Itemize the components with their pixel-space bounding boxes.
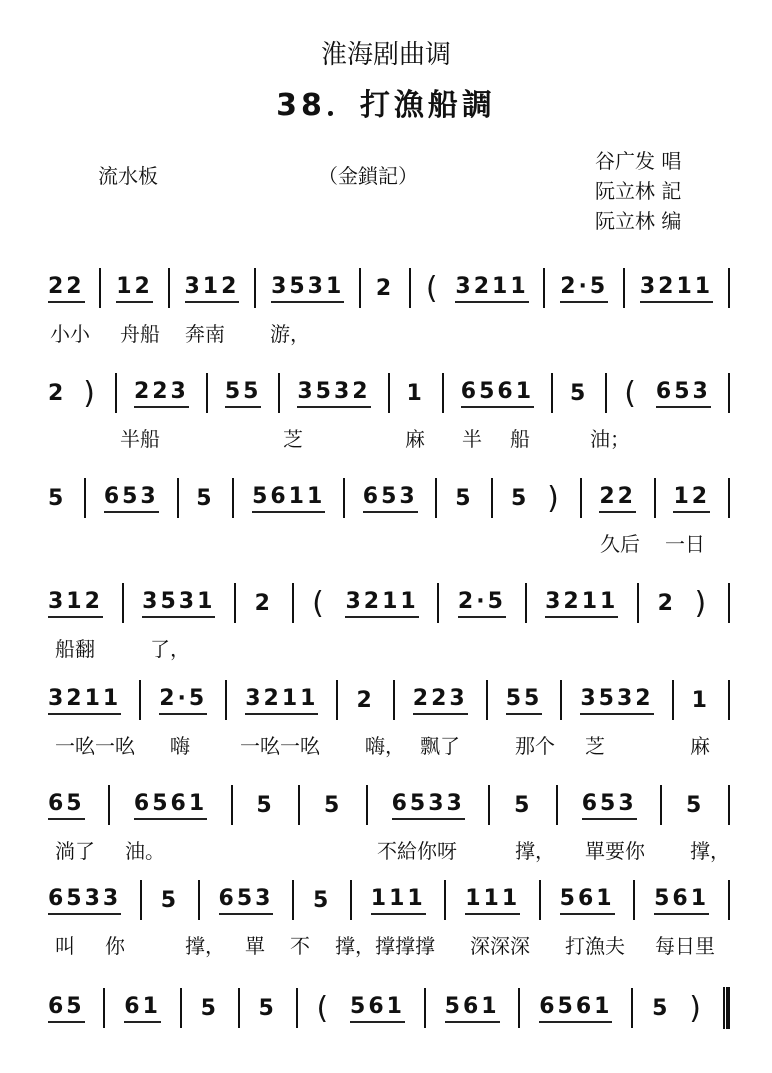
note-group: 5 xyxy=(196,485,215,511)
barline xyxy=(633,880,635,920)
lyric: 撑， xyxy=(185,934,225,958)
note-group: 653 xyxy=(582,791,637,820)
barline xyxy=(728,268,730,308)
note-group: 111 xyxy=(465,886,520,915)
note-group: 2 xyxy=(254,590,273,616)
note-group: 3531 xyxy=(271,274,344,303)
note-group: 55 xyxy=(506,686,543,715)
note-group: 3211 xyxy=(245,686,318,715)
barline xyxy=(168,268,170,308)
lyric: 麻 xyxy=(405,427,425,451)
barline xyxy=(393,680,395,720)
note-group: 6533 xyxy=(392,791,465,820)
barline xyxy=(350,880,352,920)
note-group: 1 xyxy=(406,380,425,406)
note-group: 12 xyxy=(673,484,710,513)
barline xyxy=(488,785,490,825)
lyric: 深深深 xyxy=(470,934,530,958)
lyric: 淌了 xyxy=(55,839,95,863)
note-group: 55 xyxy=(225,379,262,408)
barline xyxy=(99,268,101,308)
barline xyxy=(343,478,345,518)
note-group: 561 xyxy=(560,886,615,915)
note-group: 3211 xyxy=(345,589,418,618)
repeat-paren: ) xyxy=(689,990,704,1026)
barline xyxy=(637,583,639,623)
barline xyxy=(234,583,236,623)
barline xyxy=(292,583,294,623)
lyric: 那个 xyxy=(515,734,555,758)
lyric: 嗨， xyxy=(365,734,405,758)
note-group: 65 xyxy=(48,791,85,820)
barline xyxy=(115,373,117,413)
barline xyxy=(84,478,86,518)
lyric: 一吆一吆 xyxy=(240,734,320,758)
lyric: 了， xyxy=(150,637,190,661)
note-group: 561 xyxy=(654,886,709,915)
repeat-paren: ( xyxy=(624,375,639,411)
barline xyxy=(580,478,582,518)
collection-title: 淮海剧曲调 xyxy=(320,40,451,70)
note-group: 312 xyxy=(185,274,240,303)
lyric: 一日 xyxy=(665,532,705,556)
lyric: 撑，撑撑撑 xyxy=(335,934,435,958)
lyric: 船翻 xyxy=(55,637,95,661)
note-group: 2 xyxy=(657,590,676,616)
barline xyxy=(139,680,141,720)
note-group: 5 xyxy=(511,485,530,511)
repeat-paren: ) xyxy=(547,480,562,516)
note-group: 3211 xyxy=(545,589,618,618)
barline xyxy=(631,988,633,1028)
note-group: 2·5 xyxy=(458,589,506,618)
barline xyxy=(672,680,674,720)
barline xyxy=(728,785,730,825)
barline xyxy=(292,880,294,920)
barline xyxy=(518,988,520,1028)
note-group: 561 xyxy=(445,994,500,1023)
lyric: 半 xyxy=(462,427,482,451)
barline xyxy=(424,988,426,1028)
lyric: 油。 xyxy=(125,839,165,863)
repeat-paren: ) xyxy=(83,375,98,411)
note-group: 22 xyxy=(48,274,85,303)
lyric: 奔南 xyxy=(185,322,225,346)
barline xyxy=(728,680,730,720)
lyric: 芝 xyxy=(283,427,303,451)
lyric: 撑， xyxy=(515,839,555,863)
note-group: 5 xyxy=(685,792,705,818)
barline xyxy=(103,988,105,1028)
lyric: 飘了 xyxy=(420,734,460,758)
barline xyxy=(206,373,208,413)
score-line xyxy=(48,478,730,518)
repeat-paren: ( xyxy=(312,585,327,621)
note-group: 653 xyxy=(656,379,711,408)
repeat-paren: ( xyxy=(316,990,332,1026)
barline xyxy=(442,373,444,413)
note-group: 3211 xyxy=(640,274,713,303)
barline xyxy=(122,583,124,623)
barline xyxy=(556,785,558,825)
note-group: 22 xyxy=(599,484,636,513)
note-group: 2 xyxy=(48,380,67,406)
lyric: 單要你 xyxy=(585,839,645,863)
recorder-credit: 阮立林 記 xyxy=(595,179,682,203)
note-group: 3211 xyxy=(48,686,121,715)
score-line xyxy=(48,988,730,1028)
lyric: 嗨 xyxy=(170,734,190,758)
barline xyxy=(336,680,338,720)
barline xyxy=(623,268,625,308)
note-group: 2·5 xyxy=(159,686,207,715)
score-line xyxy=(48,785,730,825)
score-line xyxy=(48,880,730,920)
barline xyxy=(140,880,142,920)
barline xyxy=(238,988,240,1028)
note-group: 3211 xyxy=(455,274,528,303)
final-barline xyxy=(723,987,730,1029)
note-group: 312 xyxy=(48,589,103,618)
score-line xyxy=(48,583,730,623)
barline xyxy=(486,680,488,720)
barline xyxy=(491,478,493,518)
singer-credit: 谷广发 唱 xyxy=(595,149,682,173)
note-group: 5 xyxy=(48,485,67,511)
lyric: 小小 xyxy=(50,322,90,346)
barline xyxy=(359,268,361,308)
barline xyxy=(654,478,656,518)
repeat-paren: ) xyxy=(694,585,710,621)
note-group: 653 xyxy=(219,886,274,915)
barline xyxy=(225,680,227,720)
score-line xyxy=(48,680,730,720)
arranger-credit: 阮立林 编 xyxy=(595,209,682,233)
lyric: 你 xyxy=(105,934,125,958)
barline xyxy=(660,785,662,825)
repeat-paren: ( xyxy=(425,270,441,306)
barline xyxy=(728,478,730,518)
lyric: 船 xyxy=(510,427,530,451)
score-line xyxy=(48,268,730,308)
note-group: 5 xyxy=(312,887,332,913)
song-title: 38．打漁船調 xyxy=(276,88,496,123)
note-group: 2 xyxy=(375,275,395,301)
lyric: 叫 xyxy=(55,934,75,958)
note-group: 65 xyxy=(48,994,85,1023)
lyric: 游， xyxy=(270,322,310,346)
lyric: 芝 xyxy=(585,734,605,758)
lyric: 久后 xyxy=(600,532,640,556)
barline xyxy=(366,785,368,825)
barline xyxy=(551,373,553,413)
barline xyxy=(278,373,280,413)
note-group: 5 xyxy=(514,792,533,818)
barline xyxy=(728,583,730,623)
note-group: 3532 xyxy=(580,686,653,715)
barline xyxy=(388,373,390,413)
lyric: 單 xyxy=(245,934,265,958)
note-group: 5 xyxy=(324,792,343,818)
note-group: 1 xyxy=(691,687,710,713)
lyric: 一吆一吆 xyxy=(55,734,135,758)
note-group: 5 xyxy=(569,380,589,406)
lyric: 半船 xyxy=(120,427,160,451)
lyric: 麻 xyxy=(690,734,710,758)
lyric: 每日里 xyxy=(655,934,715,958)
note-group: 5 xyxy=(160,887,180,913)
barline xyxy=(525,583,527,623)
barline xyxy=(198,880,200,920)
barline xyxy=(543,268,545,308)
note-group: 5611 xyxy=(252,484,325,513)
barline xyxy=(409,268,411,308)
note-group: 6561 xyxy=(134,791,207,820)
barline xyxy=(539,880,541,920)
barline xyxy=(437,583,439,623)
note-group: 6561 xyxy=(539,994,612,1023)
note-group: 12 xyxy=(116,274,153,303)
note-group: 6533 xyxy=(48,886,121,915)
barline xyxy=(296,988,298,1028)
note-group: 61 xyxy=(124,994,161,1023)
note-group: 6561 xyxy=(461,379,534,408)
note-group: 653 xyxy=(363,484,418,513)
barline xyxy=(728,373,730,413)
barline xyxy=(180,988,182,1028)
lyric: 舟船 xyxy=(120,322,160,346)
note-group: 2 xyxy=(356,687,375,713)
note-group: 653 xyxy=(104,484,159,513)
lyric: 打漁夫 xyxy=(565,934,625,958)
barline xyxy=(298,785,300,825)
barline xyxy=(231,785,233,825)
note-group: 5 xyxy=(200,995,219,1021)
note-group: 5 xyxy=(256,792,275,818)
barline xyxy=(560,680,562,720)
lyric: 不給你呀 xyxy=(377,839,457,863)
note-group: 561 xyxy=(350,994,405,1023)
barline xyxy=(728,880,730,920)
note-group: 5 xyxy=(652,995,671,1021)
barline xyxy=(108,785,110,825)
note-group: 3531 xyxy=(142,589,215,618)
barline xyxy=(254,268,256,308)
note-group: 2·5 xyxy=(560,274,608,303)
score-line xyxy=(48,373,730,413)
note-group: 223 xyxy=(134,379,189,408)
lyric: 油； xyxy=(590,427,630,451)
barline xyxy=(177,478,179,518)
source-opera: （金鎖記） xyxy=(318,164,418,188)
barline xyxy=(435,478,437,518)
lyric: 不 xyxy=(290,934,310,958)
barline xyxy=(444,880,446,920)
note-group: 5 xyxy=(258,995,277,1021)
lyric: 撑， xyxy=(690,839,730,863)
barline xyxy=(232,478,234,518)
note-group: 5 xyxy=(455,485,474,511)
barline xyxy=(605,373,607,413)
tempo-marking: 流水板 xyxy=(98,164,158,188)
note-group: 3532 xyxy=(297,379,370,408)
note-group: 111 xyxy=(371,886,426,915)
note-group: 223 xyxy=(413,686,468,715)
